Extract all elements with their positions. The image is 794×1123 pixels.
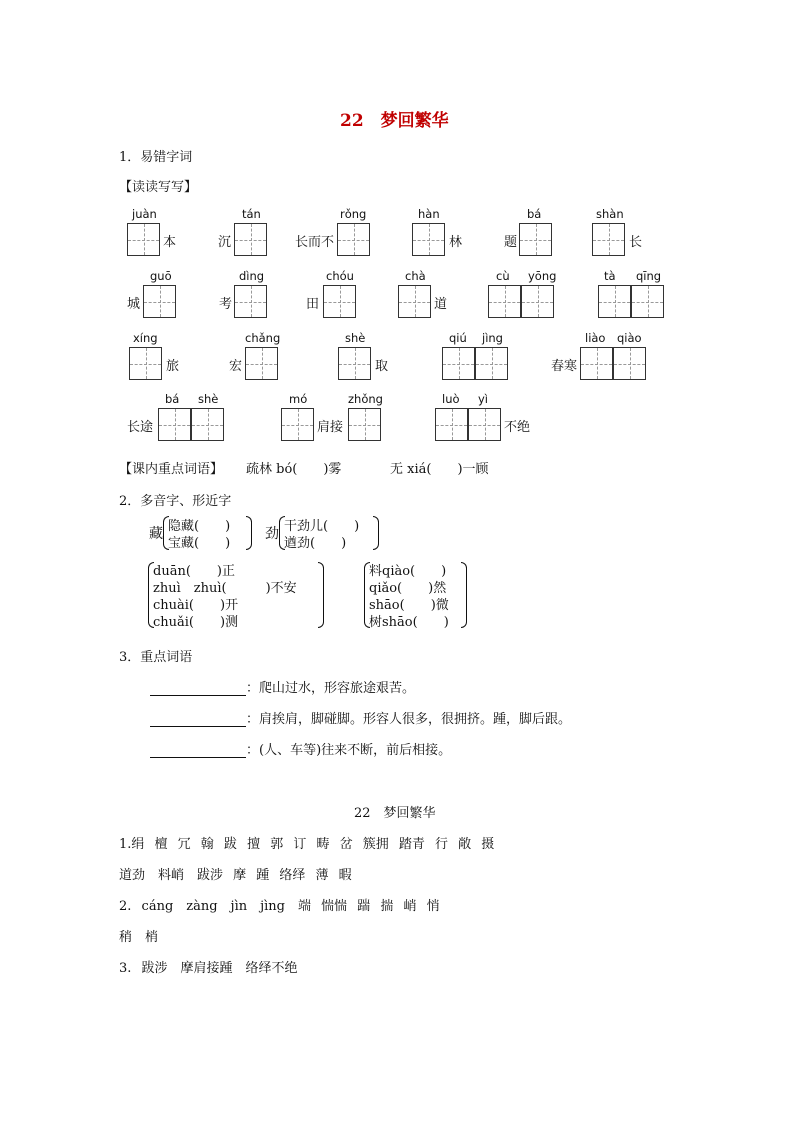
writing-grid[interactable] <box>398 285 431 318</box>
blank-line[interactable] <box>150 682 246 696</box>
writing-grid[interactable] <box>323 285 356 318</box>
writing-grid[interactable] <box>442 347 475 380</box>
word-char: 考 <box>219 297 233 312</box>
writing-grid[interactable] <box>129 347 162 380</box>
right-brace <box>246 516 252 550</box>
pinyin: guō <box>150 269 172 283</box>
answer-line-5: 3. 跋涉 摩肩接踵 络绎不绝 <box>119 961 298 976</box>
pinyin: qiào <box>617 331 642 345</box>
writing-grid[interactable] <box>127 223 160 256</box>
word-char: 城 <box>127 297 141 312</box>
section-1-heading: 1．易错字词 <box>119 150 193 165</box>
word-char: 旅 <box>166 359 180 374</box>
right-brace <box>373 516 379 550</box>
pinyin: shè <box>198 392 219 406</box>
writing-grid[interactable] <box>338 347 371 380</box>
writing-grid[interactable] <box>598 285 631 318</box>
definition-row-3 <box>150 739 451 758</box>
cang-line-2: 宝藏( ) <box>168 536 231 551</box>
writing-grid[interactable] <box>613 347 646 380</box>
pinyin: luò <box>442 392 460 406</box>
key-word-2: 无 xiá( )一顾 <box>390 462 489 477</box>
pinyin: rǒng <box>340 207 367 221</box>
qiao-line-4: 树shāo( ) <box>369 615 449 630</box>
definition-row-1 <box>150 677 415 696</box>
duan-line-1: duān( )正 <box>153 564 235 579</box>
right-brace <box>461 562 467 628</box>
definition-text: ：爬山过水，形容旅途艰苦。 <box>246 681 416 696</box>
key-words-label: 【课内重点词语】 <box>119 462 224 477</box>
duan-line-2: zhuì zhuì( )不安 <box>153 581 297 596</box>
writing-grid[interactable] <box>592 223 625 256</box>
word-char: 道 <box>434 297 448 312</box>
answer-line-4: 稍 梢 <box>119 930 159 945</box>
pinyin: juàn <box>132 207 157 221</box>
pinyin: tà <box>604 269 616 283</box>
writing-grid[interactable] <box>521 285 554 318</box>
pinyin: bá <box>527 207 542 221</box>
answers-title: 22 梦回繁华 <box>354 806 436 821</box>
answer-line-1: 1.绢 檀 冗 翰 跋 擅 郭 订 畴 岔 簇拥 踏青 行 敞 摄 <box>119 837 495 852</box>
writing-grid[interactable] <box>281 408 314 441</box>
word-char: 肩接 <box>317 420 344 435</box>
definition-text: ：肩挨肩，脚碰脚。形容人很多，很拥挤。踵，脚后跟。 <box>246 712 572 727</box>
word-char: 本 <box>163 235 177 250</box>
pinyin: dìng <box>239 269 265 283</box>
word-char: 题 <box>504 235 518 250</box>
section-3-heading: 3．重点词语 <box>119 650 193 665</box>
writing-grid[interactable] <box>234 285 267 318</box>
writing-grid[interactable] <box>245 347 278 380</box>
writing-grid[interactable] <box>143 285 176 318</box>
blank-line[interactable] <box>150 744 246 758</box>
pinyin: jìng <box>482 331 503 345</box>
pinyin: liào <box>585 331 606 345</box>
writing-grid[interactable] <box>631 285 664 318</box>
writing-grid[interactable] <box>468 408 501 441</box>
pinyin: bá <box>165 392 180 406</box>
pinyin: hàn <box>418 207 440 221</box>
pinyin: shàn <box>596 207 624 221</box>
definition-row-2 <box>150 708 571 727</box>
pinyin: chóu <box>326 269 354 283</box>
char-jin: 劲 <box>265 526 279 542</box>
char-cang: 藏 <box>149 526 163 542</box>
pinyin: tán <box>242 207 261 221</box>
qiao-line-2: qiǎo( )然 <box>369 581 447 596</box>
word-char: 长 <box>629 235 643 250</box>
writing-grid[interactable] <box>337 223 370 256</box>
pinyin: chà <box>405 269 426 283</box>
qiao-line-1: 料qiào( ) <box>369 564 447 579</box>
writing-grid[interactable] <box>488 285 521 318</box>
pinyin: qiú <box>449 331 467 345</box>
definition-text: ：(人、车等)往来不断，前后相接。 <box>246 743 452 758</box>
duan-line-3: chuài( )开 <box>153 598 239 613</box>
word-char: 田 <box>306 297 320 312</box>
writing-grid[interactable] <box>234 223 267 256</box>
writing-grid[interactable] <box>519 223 552 256</box>
pinyin: cù <box>496 269 510 283</box>
pinyin: shè <box>345 331 366 345</box>
answer-line-2: 道劲 料峭 跋涉 摩 踵 络绎 薄 暇 <box>119 868 352 883</box>
writing-grid[interactable] <box>412 223 445 256</box>
pinyin: xíng <box>133 331 158 345</box>
jin-line-2: 遒劲( ) <box>284 536 347 551</box>
writing-grid[interactable] <box>348 408 381 441</box>
writing-grid[interactable] <box>580 347 613 380</box>
pinyin: mó <box>289 392 308 406</box>
page-title: 22 梦回繁华 <box>340 111 449 131</box>
word-char: 林 <box>449 235 463 250</box>
writing-grid[interactable] <box>475 347 508 380</box>
blank-line[interactable] <box>150 713 246 727</box>
right-brace <box>318 562 324 628</box>
answer-line-3: 2. cáng zàng jìn jìng 端 惴惴 踹 揣 峭 悄 <box>119 899 440 914</box>
word-char: 长途 <box>127 420 154 435</box>
pinyin: qīng <box>636 269 662 283</box>
jin-line-1: 干劲儿( ) <box>284 519 360 534</box>
pinyin: yōng <box>528 269 557 283</box>
word-char: 沉 <box>218 235 232 250</box>
word-char: 春寒 <box>551 359 578 374</box>
writing-grid[interactable] <box>158 408 191 441</box>
qiao-line-3: shāo( )微 <box>369 598 449 613</box>
word-char: 宏 <box>229 359 243 374</box>
pinyin: zhǒng <box>348 392 383 406</box>
word-char: 取 <box>375 359 389 374</box>
duan-line-4: chuǎi( )测 <box>153 615 239 630</box>
writing-grid[interactable] <box>435 408 468 441</box>
pinyin: chǎng <box>245 331 281 345</box>
pinyin: yì <box>478 392 489 406</box>
word-char: 不绝 <box>504 420 531 435</box>
writing-grid[interactable] <box>191 408 224 441</box>
key-word-1: 疏林 bó( )雾 <box>246 462 342 477</box>
cang-line-1: 隐藏( ) <box>168 519 231 534</box>
section-2-heading: 2．多音字、形近字 <box>119 494 232 509</box>
section-1-subheading: 【读读写写】 <box>119 180 198 195</box>
word-char: 长而不 <box>295 235 335 250</box>
